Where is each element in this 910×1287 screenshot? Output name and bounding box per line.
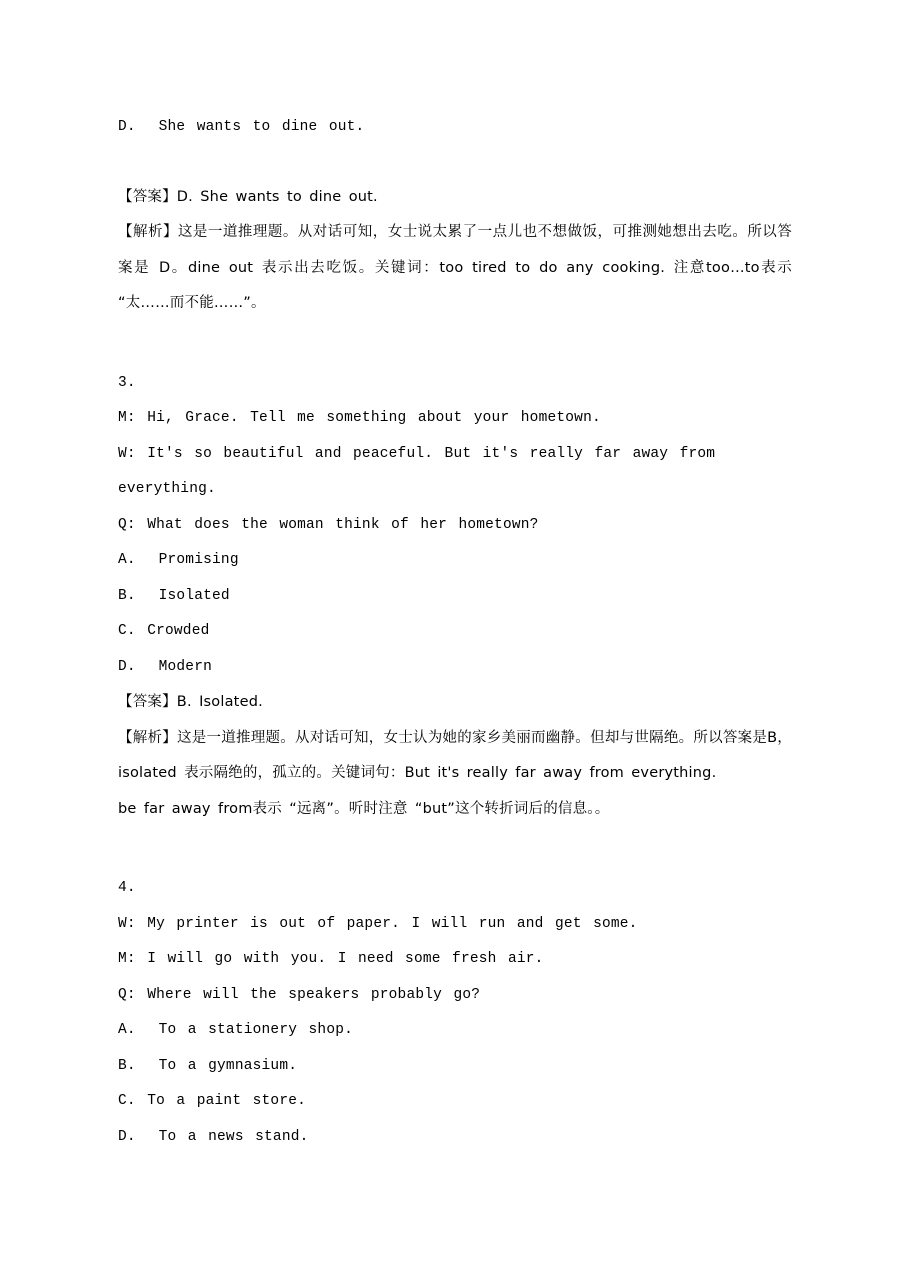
q4-number: 4.: [118, 880, 136, 896]
q2-option-d: D. She wants to dine out.: [118, 119, 365, 135]
q3-option-c: C. Crowded: [118, 623, 210, 639]
q3-option-d: D. Modern: [118, 658, 213, 675]
q4-man-line: M: I will go with you. I need some fresh air.: [118, 951, 544, 967]
q4-option-a: A. To a stationery shop.: [118, 1022, 354, 1038]
q4-woman-line: W: My printer is out of paper. I will run and get some.: [118, 915, 638, 932]
q4-question-line: Q: Where will the speakers probably go?: [118, 986, 481, 1003]
spacer: [118, 146, 792, 180]
q4-option-c: C. To a paint store.: [118, 1093, 307, 1109]
q3-explanation-2: be far away from表示 “远离”。听时注意 “but”这个转折词后的信息。。: [118, 800, 610, 817]
q3-number: 3.: [118, 374, 136, 391]
spacer: [118, 827, 792, 871]
q3-answer: 【答案】B. Isolated.: [118, 694, 263, 710]
q4-option-b: B. To a gymnasium.: [118, 1057, 298, 1074]
q2-explanation: 【解析】这是一道推理题。从对话可知，女士说太累了一点儿也不想做饭，可推测她想出去吃。所以答案是 D。dine out 表示出去吃饭。关键词：too tired to do any cooking. 注意too…to表示 “太……而不能……”。: [118, 224, 800, 311]
q4-option-d: D. To a news stand.: [118, 1128, 309, 1145]
q3-question-line: Q: What does the woman think of her hometown?: [118, 516, 539, 533]
spacer: [118, 322, 792, 366]
q3-woman-line: W: It's so beautiful and peaceful. But it's really far away from everything.: [118, 445, 727, 497]
q3-option-a: A. Promising: [118, 552, 239, 568]
q2-answer: 【答案】D. She wants to dine out.: [118, 188, 378, 205]
q3-option-b: B. Isolated: [118, 587, 230, 604]
q3-man-line: M: Hi, Grace. Tell me something about your hometown.: [118, 410, 601, 426]
q3-explanation: 【解析】这是一道推理题。从对话可知，女士认为她的家乡美丽而幽静。但却与世隔绝。所以答案是B，isolated 表示隔绝的，孤立的。关键词句：But it's really far away from everything.: [118, 729, 792, 781]
